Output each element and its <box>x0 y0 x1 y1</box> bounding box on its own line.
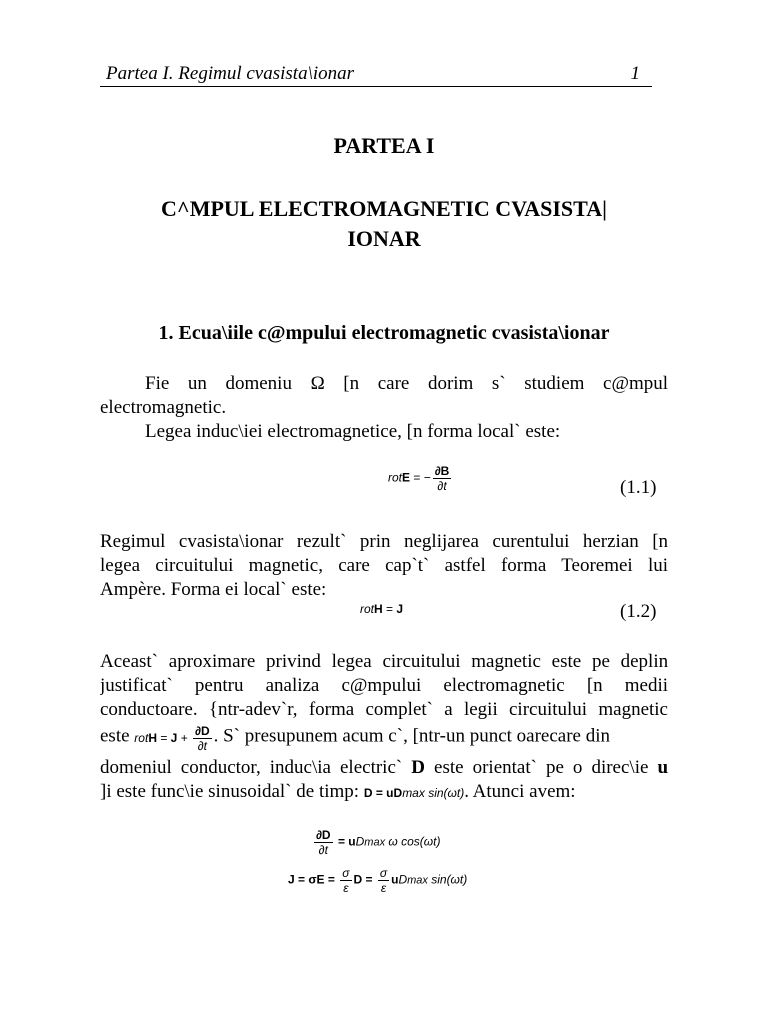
paragraph-2-line-1: Legea induc\iei electromagnetice, [n forma local` este: <box>145 421 561 442</box>
running-header-title: Partea I. Regimul cvasista\ionar <box>106 63 355 84</box>
paragraph-3-line-3: Ampère. Forma ei local` este: <box>100 579 327 600</box>
equation-1-1: rotE = − $\frac{\partial B}{\partial t}$ <box>388 464 450 493</box>
equation-current-density: J = σE = $\frac{\sigma}{\varepsilon}$ D = $\frac{\sigma}{\varepsilon}$ uDmax sin(ωt) <box>288 866 468 895</box>
paragraph-3-line-1: Regimul cvasista\ionar rezult` prin neglijarea curentului herzian [n <box>100 531 668 552</box>
paragraph-4-line-5: domeniul conductor, induc\ia electric` D este orientat` pe o direc\ie u <box>100 757 668 778</box>
paragraph-4-line-6: ]i este func\ie sinusoidal` de timp: D = uDmax sin(ωt). Atunci avem: <box>100 781 576 802</box>
chapter-title-line1: C^MPUL ELECTROMAGNETIC CVASISTA| <box>161 196 607 221</box>
chapter-title-line2: IONAR <box>347 226 421 251</box>
inline-equation-induction: D = uDmax sin(ωt) <box>363 786 465 800</box>
paragraph-1-line-2: electromagnetic. <box>100 397 227 418</box>
equation-number-1-2: (1.2) <box>620 601 657 622</box>
paragraph-3-line-2: legea circuitului magnetic, care cap`t` astfel forma Teoremei lui <box>100 555 668 576</box>
section-title: 1. Ecua\iile c@mpului electromagnetic cvasista\ionar <box>158 322 610 344</box>
part-title: PARTEA I <box>333 133 435 158</box>
running-header <box>100 62 652 87</box>
paragraph-4-line-1: Aceast` aproximare privind legea circuitului magnetic este pe deplin <box>100 651 668 672</box>
equation-number-1-1: (1.1) <box>620 477 657 498</box>
paragraph-4-line-2: justificat` pentru analiza c@mpului electromagnetic [n medii <box>100 675 668 696</box>
equation-1-2: rotH = J <box>360 602 404 616</box>
paragraph-4-line-3: conductoare. {ntr-adev`r, forma complet` a legii circuitului magnetic <box>100 699 668 720</box>
equation-derivative-d: $\frac{\partial D}{\partial t}$ = uDmax ω cos(ωt) <box>316 828 441 857</box>
paragraph-4-line-4: este rotH = J + $\frac{\partial D}{\partial t}$ . S` presupunem acum c`, [ntr-un punct oarecare din <box>100 724 611 753</box>
paragraph-1-line-1: Fie un domeniu Ω [n care dorim s` studiem c@mpul <box>145 373 668 394</box>
chapter-title <box>100 194 668 254</box>
inline-equation-ampere-maxwell: rotH = J + $\frac{\partial D}{\partial t}$ <box>134 724 210 753</box>
page-number: 1 <box>630 63 640 84</box>
